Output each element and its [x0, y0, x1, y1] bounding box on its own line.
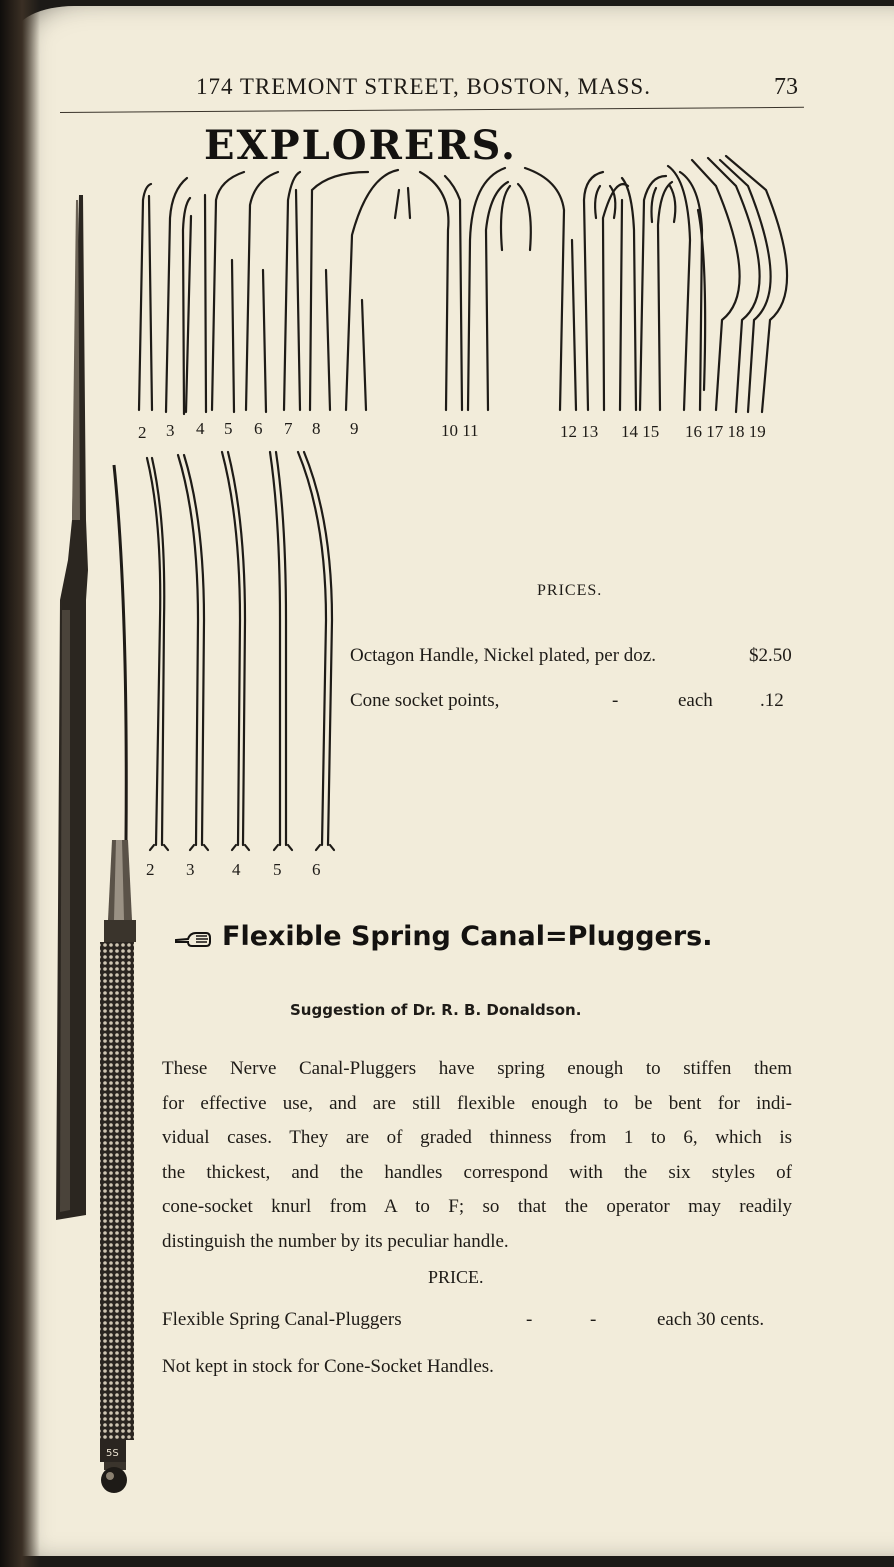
knurled-handle-illustration	[100, 465, 136, 1493]
price-octagon-label: Octagon Handle, Nickel plated, per doz.	[350, 645, 656, 666]
explorer-number-5: 5	[224, 419, 233, 438]
explorer-number-4: 4	[196, 419, 205, 438]
explorers-title: EXPLORERS.	[204, 122, 517, 169]
prices-title: PRICES.	[537, 582, 603, 599]
plugger-number-5: 5	[273, 860, 282, 879]
pluggers-heading	[174, 921, 713, 952]
explorer-number-7: 7	[284, 419, 293, 438]
price-cone-label: Cone socket points,	[350, 690, 500, 711]
description-line-1: These Nerve Canal-Pluggers have spring enough to stiffen them	[162, 1058, 792, 1079]
description-line-4: the thickest, and the handles correspond with the six styles of	[162, 1161, 792, 1183]
plugger-price-title: PRICE.	[428, 1267, 484, 1287]
canal-plugger-points-illustration	[147, 452, 334, 850]
explorer-number-12-13: 12 13	[560, 422, 599, 441]
explorer-number-16-19: 16 17 18 19	[685, 422, 766, 441]
explorer-points-illustration	[139, 156, 787, 414]
pointing-hand-icon	[174, 927, 212, 949]
plugger-price-dash-2: -	[590, 1309, 597, 1330]
page-number: 73	[774, 74, 798, 100]
pluggers-heading-text: Flexible Spring Canal=Pluggers.	[222, 921, 713, 952]
plugger-price-dash-1: -	[526, 1309, 533, 1330]
price-octagon-value: $2.50	[749, 645, 792, 666]
explorer-number-9: 9	[350, 419, 359, 438]
handle-marking: 5S	[106, 1448, 119, 1459]
octagon-handle-illustration	[56, 195, 88, 1220]
plugger-number-2: 2	[146, 860, 155, 879]
pluggers-description	[162, 1052, 792, 1260]
price-cone-value: .12	[760, 690, 784, 711]
description-line-3: vidual cases. They are of graded thinness from 1 to 6, which is	[162, 1127, 792, 1149]
plugger-price-label: Flexible Spring Canal-Pluggers	[162, 1309, 402, 1330]
price-cone-unit: each	[678, 690, 713, 711]
plugger-price-value: each 30 cents.	[657, 1309, 765, 1330]
explorer-number-14-15: 14 15	[621, 422, 660, 441]
page-header-address: 174 TREMONT STREET, BOSTON, MASS.	[196, 74, 651, 99]
plugger-number-6: 6	[312, 860, 321, 879]
pluggers-subheading: Suggestion of Dr. R. B. Donaldson.	[290, 1001, 582, 1019]
explorer-number-6: 6	[254, 419, 263, 438]
description-line-6: distinguish the number by its peculiar handle.	[162, 1230, 509, 1252]
explorer-number-3: 3	[166, 421, 175, 440]
explorer-number-2: 2	[138, 423, 147, 442]
plugger-number-3: 3	[186, 860, 195, 879]
plugger-stock-note: Not kept in stock for Cone-Socket Handles.	[162, 1356, 494, 1377]
description-line-5: cone-socket knurl from A to F; so that the operator may readily	[162, 1196, 792, 1218]
plugger-number-4: 4	[232, 860, 241, 879]
explorer-number-10-11: 10 11	[441, 421, 479, 440]
price-cone-dash: -	[612, 690, 619, 711]
explorer-number-8: 8	[312, 419, 321, 438]
description-line-2: for effective use, and are still flexible enough to be bent for indi-	[162, 1092, 792, 1114]
